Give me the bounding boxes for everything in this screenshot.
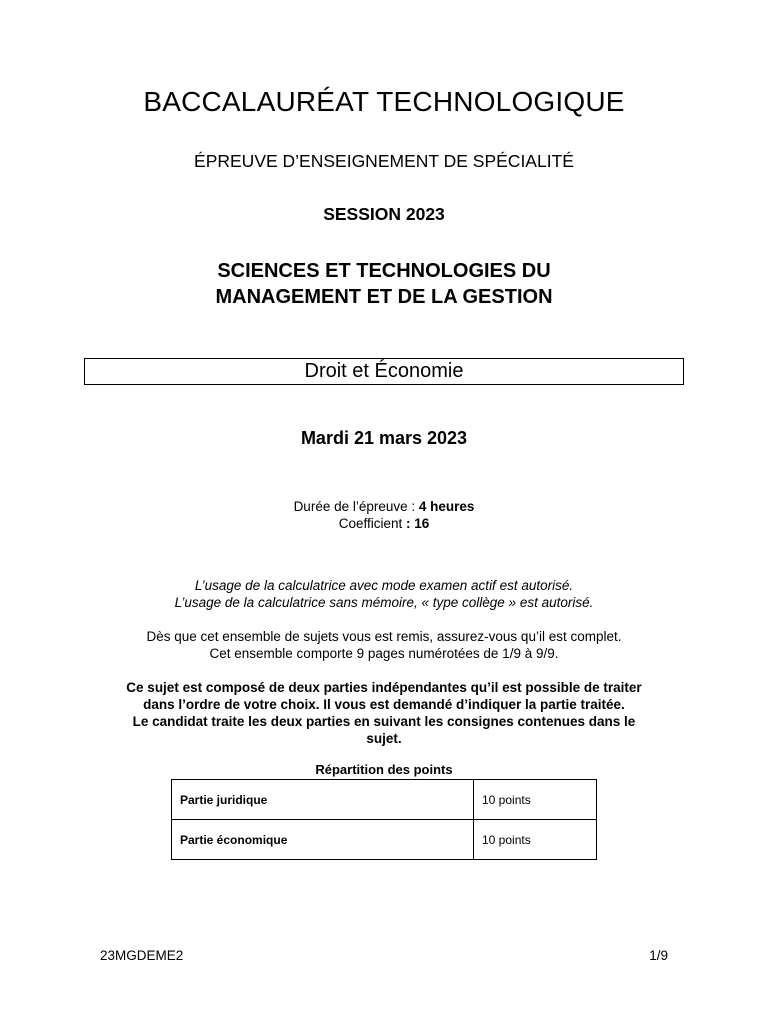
part-name: Partie juridique xyxy=(172,780,474,820)
duration-value: 4 heures xyxy=(418,499,475,514)
instructions-line-4: sujet. xyxy=(366,731,402,746)
completeness-notice xyxy=(0,628,768,662)
exam-code: 23MGDEME2 xyxy=(100,948,184,963)
instructions-line-1: Ce sujet est composé de deux parties indépendantes qu’il est possible de traiter xyxy=(126,680,642,695)
subject-box: Droit et Économie xyxy=(84,358,684,385)
specialty-line-1: SCIENCES ET TECHNOLOGIES DU xyxy=(217,260,551,282)
duration-label: Durée de l’épreuve : xyxy=(293,499,419,514)
session-label: SESSION 2023 xyxy=(323,204,445,224)
duration-line xyxy=(0,498,768,515)
exam-date: Mardi 21 mars 2023 xyxy=(300,428,468,448)
table-row xyxy=(172,820,597,860)
page-title: BACCALAURÉAT TECHNOLOGIQUE xyxy=(143,86,625,117)
exam-info xyxy=(0,498,768,532)
coefficient-line xyxy=(0,515,768,532)
points-table-title: Répartition des points xyxy=(315,762,453,777)
exam-type-subtitle: ÉPREUVE D’ENSEIGNEMENT DE SPÉCIALITÉ xyxy=(194,151,574,171)
calculator-line-2: L’usage de la calculatrice sans mémoire, « type collège » est autorisé. xyxy=(174,595,594,610)
coefficient-value: : 16 xyxy=(406,516,430,531)
instructions xyxy=(0,679,768,747)
specialty-heading xyxy=(0,258,768,310)
page-number: 1/9 xyxy=(649,948,668,963)
coefficient-label: Coefficient xyxy=(338,516,407,531)
calculator-notice xyxy=(0,577,768,611)
table-row xyxy=(172,780,597,820)
calculator-line-1: L’usage de la calculatrice avec mode examen actif est autorisé. xyxy=(194,578,574,593)
specialty-line-2: MANAGEMENT ET DE LA GESTION xyxy=(215,286,553,308)
part-points: 10 points xyxy=(474,820,597,860)
part-name: Partie économique xyxy=(172,820,474,860)
instructions-line-2: dans l’ordre de votre choix. Il vous est demandé d’indiquer la partie traitée. xyxy=(143,697,625,712)
completeness-line-2: Cet ensemble comporte 9 pages numérotées de 1/9 à 9/9. xyxy=(209,646,559,661)
points-table xyxy=(171,779,597,860)
instructions-line-3: Le candidat traite les deux parties en suivant les consignes contenues dans le xyxy=(132,714,636,729)
completeness-line-1: Dès que cet ensemble de sujets vous est remis, assurez-vous qu’il est complet. xyxy=(146,629,622,644)
part-points: 10 points xyxy=(474,780,597,820)
